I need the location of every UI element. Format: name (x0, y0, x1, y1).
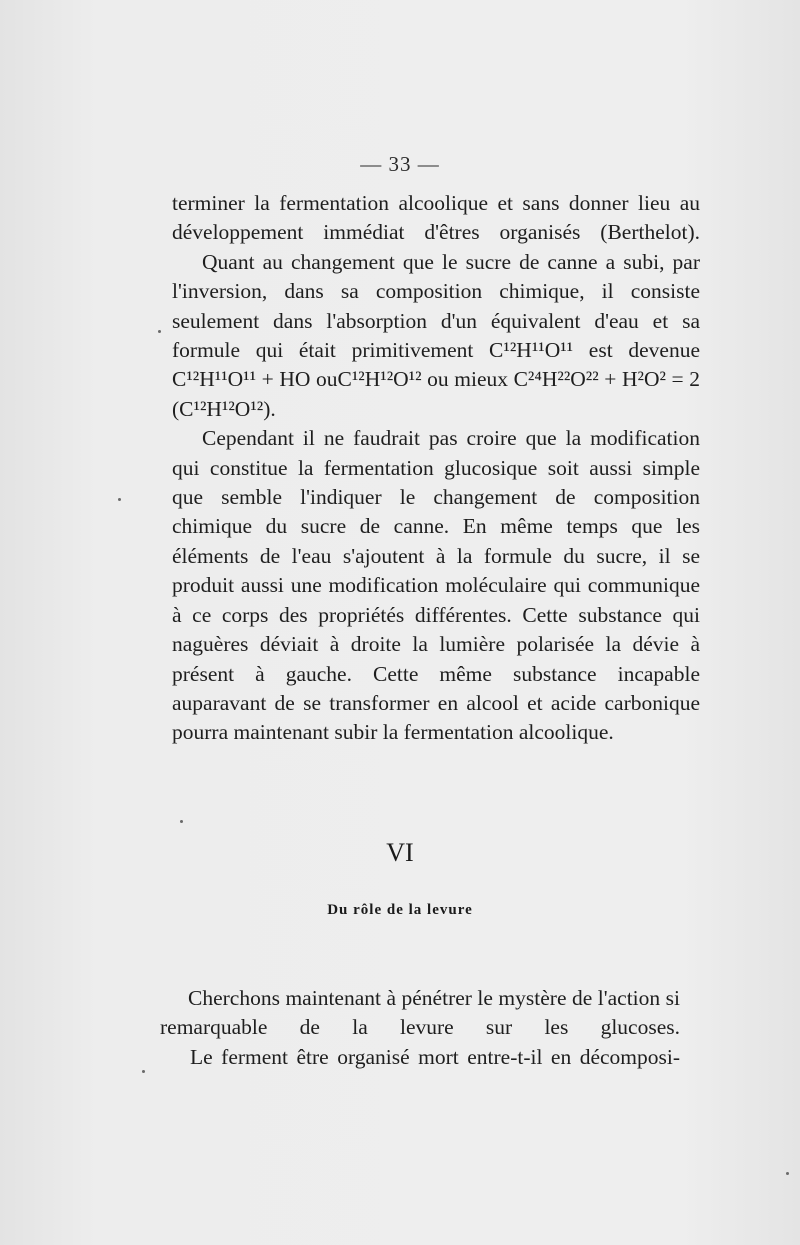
paragraph: terminer la fermentation alcoolique et sans donner lieu au développement immédiat d'êtres organisés (Berthelot). (172, 191, 700, 245)
ink-speck (180, 820, 183, 823)
paragraph: Le ferment être organisé mort entre-t-il en décomposi- (190, 1044, 680, 1069)
ink-speck (786, 1172, 789, 1175)
ink-speck (118, 498, 121, 501)
body-text-top (172, 189, 700, 748)
page-number: — 33 — (360, 152, 440, 176)
section-number: VI (386, 838, 414, 867)
ink-speck (142, 1070, 145, 1073)
paragraph: Quant au changement que le sucre de canne a subi, par l'inversion, dans sa composition chimique, il consiste seulement dans l'absorption d'un équivalent d'eau et sa formule qui était primitivement C¹²H¹¹O¹¹ est devenue C¹²H¹¹O¹¹ + HO ouC¹²H¹²O¹² ou mieux C²⁴H²²O²² + H²O² = 2 (C¹²H¹²O¹²). (172, 249, 700, 421)
body-text-bottom (160, 984, 680, 1072)
ink-speck (158, 330, 161, 333)
paragraph: Cherchons maintenant à pénétrer le mystère de l'action si remarquable de la levure sur les glucoses. (160, 986, 680, 1040)
paragraph: Cependant il ne faudrait pas croire que la modification qui constitue la fermentation glucosique soit aussi simple que semble l'indiquer le changement de composition chimique du sucre de canne. En même temps que les éléments de l'eau s'ajoutent à la formule du sucre, il se produit aussi une modification moléculaire qui communique à ce corps des propriétés différentes. Cette substance qui naguères déviait à droite la lumière polarisée la dévie à présent à gauche. Cette même substance incapable auparavant de se transformer en alcool et acide carbonique pourra maintenant subir la fermentation alcoolique. (172, 426, 700, 745)
section-title: Du rôle de la levure (327, 902, 473, 918)
